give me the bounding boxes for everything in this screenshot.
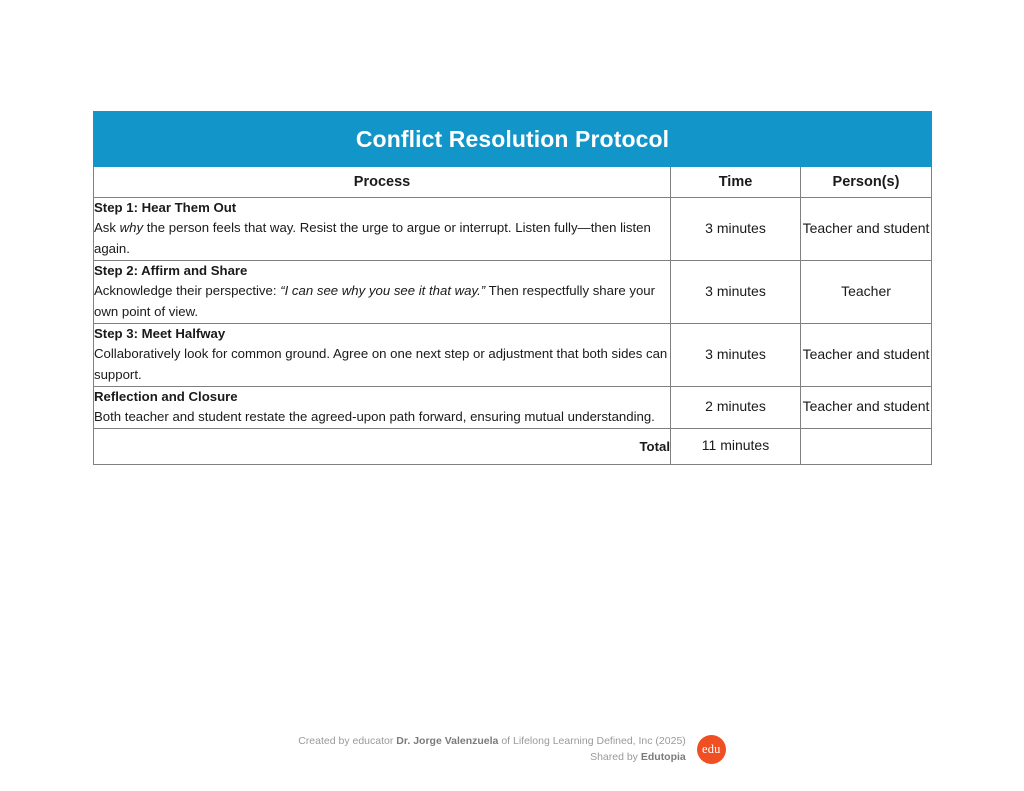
- persons-cell: Teacher and student: [801, 386, 932, 428]
- time-cell: 2 minutes: [671, 386, 801, 428]
- credit-author: Dr. Jorge Valenzuela: [396, 735, 499, 747]
- table-header-row: [94, 167, 932, 198]
- edutopia-logo-icon: [697, 735, 726, 764]
- table-title-row: [94, 112, 932, 167]
- step-description-prefix: Both teacher and student restate the agreed-upon path forward, ensuring mutual understanding.: [94, 408, 655, 424]
- persons-cell: Teacher: [801, 260, 932, 323]
- conflict-resolution-table: [93, 111, 932, 465]
- step-description: [94, 281, 670, 323]
- step-description-prefix: Collaboratively look for common ground. Agree on one next step or adjustment that both sides can support.: [94, 345, 668, 382]
- process-cell: [94, 198, 671, 261]
- total-label: Total: [94, 428, 671, 464]
- persons-cell: Teacher and student: [801, 323, 932, 386]
- shared-by-prefix: Shared by: [590, 751, 641, 764]
- time-cell: 3 minutes: [671, 323, 801, 386]
- time-cell: 3 minutes: [671, 198, 801, 261]
- table-total-row: [94, 428, 932, 464]
- process-cell: [94, 260, 671, 323]
- step-description-emphasis: “I can see why you see it that way.”: [280, 283, 486, 298]
- footer-inner: [298, 733, 726, 766]
- step-description: [94, 344, 670, 386]
- table-row: [94, 198, 932, 261]
- step-title: Reflection and Closure: [94, 388, 238, 404]
- total-persons-cell: [801, 428, 932, 464]
- edutopia-logo-text: edu: [701, 742, 721, 757]
- table-row: [94, 323, 932, 386]
- column-header-process: Process: [94, 167, 671, 198]
- shared-by-org: Edutopia: [640, 751, 686, 764]
- step-description: [94, 407, 670, 428]
- step-description: [94, 218, 670, 260]
- step-title: Step 3: Meet Halfway: [94, 325, 226, 341]
- table-row: [94, 386, 932, 428]
- column-header-persons: Person(s): [801, 167, 932, 198]
- step-description-suffix: the person feels that way. Resist the urge to argue or interrupt. Listen fully—then listen again.: [94, 220, 651, 256]
- table-title-cell: [94, 112, 932, 167]
- credit-suffix: of Lifelong Learning Defined, Inc (2025): [498, 735, 686, 747]
- step-description-emphasis: why: [119, 220, 144, 236]
- step-description-prefix: Ask: [94, 220, 120, 236]
- time-cell: 3 minutes: [671, 260, 801, 323]
- footer: [0, 733, 1024, 766]
- shared-by-line: [298, 749, 686, 765]
- credit-prefix: Created by educator: [298, 735, 397, 747]
- process-cell: [94, 323, 671, 386]
- step-description-suffix: Then respectfully share your own point of view.: [94, 283, 656, 319]
- page-title: Conflict Resolution Protocol: [355, 125, 670, 152]
- step-title: Step 2: Affirm and Share: [94, 262, 248, 278]
- process-cell: [94, 386, 671, 428]
- table-row: [94, 260, 932, 323]
- step-title: Step 1: Hear Them Out: [94, 200, 237, 215]
- step-description-prefix: Acknowledge their perspective:: [94, 283, 281, 298]
- credit-text: [298, 733, 686, 766]
- column-header-time: Time: [671, 167, 801, 198]
- persons-cell: Teacher and student: [801, 198, 932, 261]
- total-time-cell: 11 minutes: [671, 428, 801, 464]
